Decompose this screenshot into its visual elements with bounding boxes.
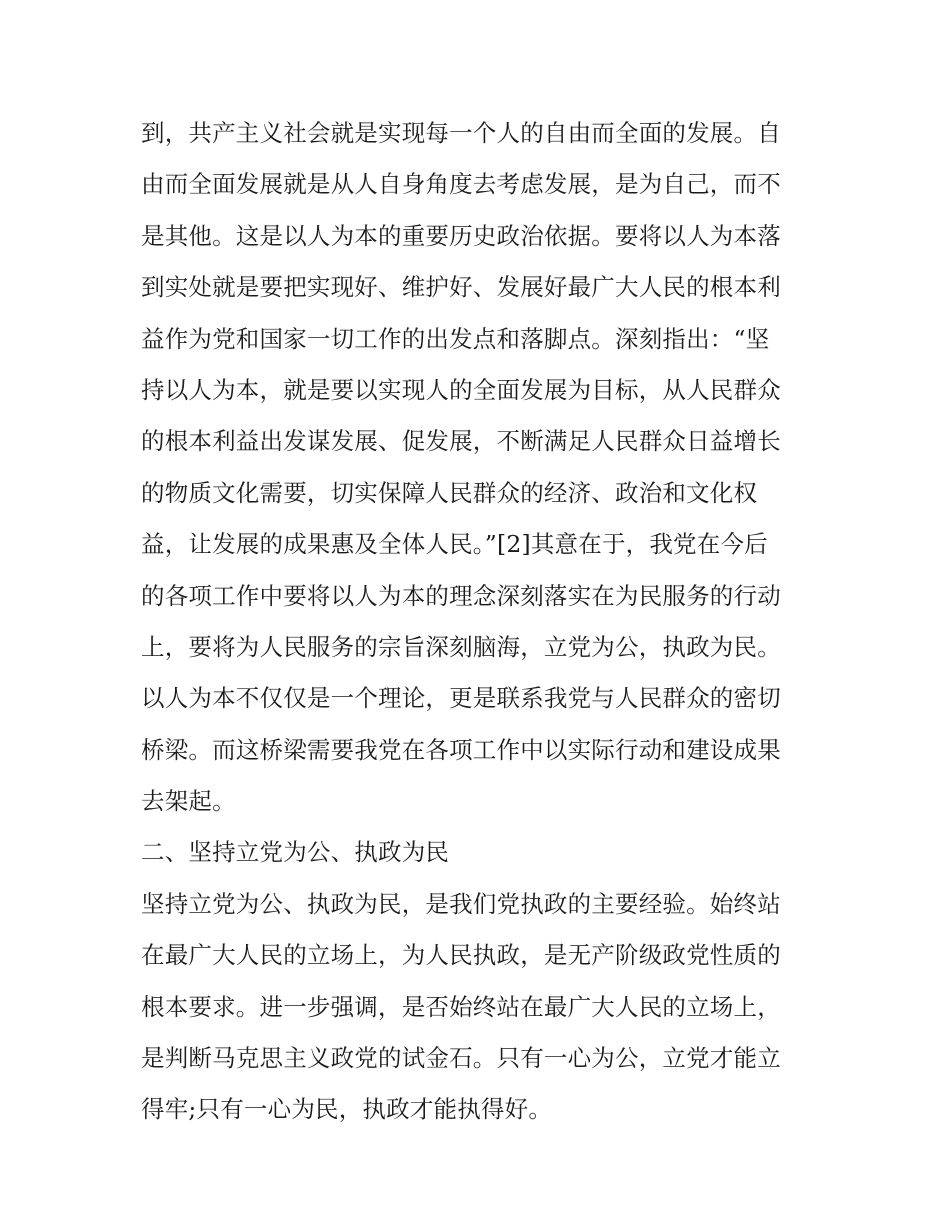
text-line: 到，共产主义社会就是实现每一个人的自由而全面的发展。自 bbox=[141, 119, 781, 147]
text-line: 桥梁。而这桥梁需要我党在各项工作中以实际行动和建设成果 bbox=[141, 735, 781, 764]
text-line: 的物质文化需要，切实保障人民群众的经济、政治和文化权 bbox=[141, 478, 758, 507]
text-line: 以人为本不仅仅是一个理论，更是联系我党与人民群众的密切 bbox=[141, 684, 781, 713]
text-line: 是其他。这是以人为本的重要历史政治依据。要将以人为本落 bbox=[141, 221, 781, 250]
text-line: 到实处就是要把实现好、维护好、发展好最广大人民的根本利 bbox=[141, 273, 781, 302]
text-line: 坚持立党为公、执政为民，是我们党执政的主要经验。始终站 bbox=[141, 889, 781, 918]
text-line: 是判断马克思主义政党的试金石。只有一心为公，立党才能立 bbox=[141, 1044, 781, 1073]
text-line: 在最广大人民的立场上，为人民执政，是无产阶级政党性质的 bbox=[141, 941, 781, 970]
text-line: 持以人为本，就是要以实现人的全面发展为目标，从人民群众 bbox=[141, 375, 781, 404]
section-heading: 二、坚持立党为公、执政为民 bbox=[141, 838, 450, 867]
text-line: 去架起。 bbox=[141, 787, 236, 816]
text-line: 由而全面发展就是从人自身角度去考虑发展，是为自己，而不 bbox=[141, 170, 781, 199]
text-line: 根本要求。进一步强调，是否始终站在最广大人民的立场上， bbox=[141, 992, 781, 1021]
text-line: 的根本利益出发谋发展、促发展，不断满足人民群众日益增长 bbox=[141, 427, 781, 456]
text-line: 得牢;只有一心为民，执政才能执得好。 bbox=[141, 1095, 553, 1124]
text-line: 益作为党和国家一切工作的出发点和落脚点。深刻指出：“坚 bbox=[141, 324, 770, 353]
text-line: 的各项工作中要将以人为本的理念深刻落实在为民服务的行动 bbox=[141, 581, 781, 610]
body-text bbox=[141, 108, 813, 1136]
text-line: 上，要将为人民服务的宗旨深刻脑海，立党为公，执政为民。 bbox=[141, 632, 781, 661]
text-line: 益，让发展的成果惠及全体人民。”[2]其意在于，我党在今后 bbox=[141, 530, 768, 559]
